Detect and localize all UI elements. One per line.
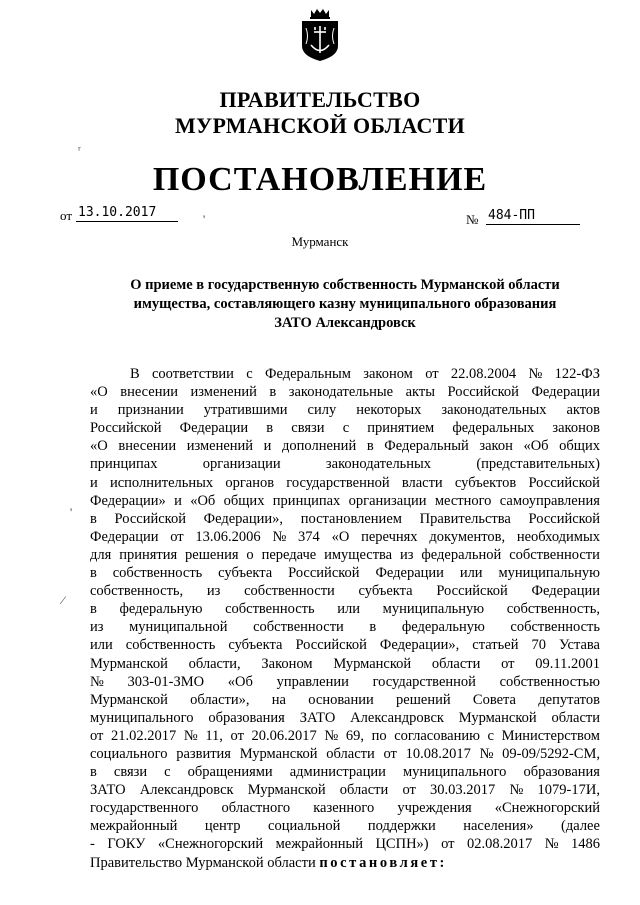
body-word: о [246, 546, 254, 563]
body-word: дополнений [282, 438, 357, 455]
body-word: в [366, 438, 374, 455]
body-word: области [339, 782, 389, 799]
body-word: № [528, 366, 543, 382]
subject-line: О приеме в государственную собственность Мурманской области [130, 277, 560, 293]
body-line [90, 546, 600, 564]
body-word: федеральных [452, 420, 535, 437]
scan-mark: ' [70, 505, 73, 519]
body-word: Устава [558, 637, 600, 654]
body-line [90, 781, 600, 799]
document-date: 13.10.2017 [76, 205, 178, 222]
body-line [90, 582, 600, 600]
body-word: Мурманской [90, 655, 168, 672]
body-word: власти [401, 474, 443, 491]
body-word: перечнях [361, 528, 418, 545]
body-word: Мурманской [247, 782, 326, 799]
body-word: Федерации [179, 420, 249, 437]
body-word: 21.02.2017 [111, 727, 177, 744]
body-word: «О [90, 438, 108, 455]
body-word: в [269, 384, 277, 401]
body-word: утратившими [203, 402, 288, 419]
body-word: 13.06.2006 [195, 528, 261, 545]
body-word: в [369, 619, 377, 636]
body-word: документов, [429, 528, 506, 545]
body-word: решения [185, 546, 239, 563]
body-word: собственности [244, 583, 335, 600]
body-word: в [90, 601, 97, 618]
subject-line: имущества, составляющего казну муниципального образования [133, 296, 557, 312]
body-word: области [326, 745, 375, 762]
body-word: силу [307, 402, 337, 419]
body-word: «Снежногорский [157, 836, 264, 853]
body-word: в [90, 510, 97, 527]
body-word: Федерации [531, 384, 600, 401]
body-word: межрайонный [90, 818, 178, 835]
body-word: образования [208, 709, 285, 726]
org-name-line2: МУРМАНСКОЙ ОБЛАСТИ [174, 113, 466, 138]
body-word: Законом [261, 655, 313, 672]
body-word: законов [552, 420, 600, 437]
body-word: Федерации [531, 583, 600, 600]
body-word: социального [90, 745, 168, 762]
body-word: Александровск [350, 709, 444, 726]
body-word: Федерации [375, 565, 444, 582]
body-word: по [371, 727, 387, 744]
body-word: общих [559, 438, 600, 455]
body-word: муниципального [402, 764, 507, 781]
body-word: статьей [472, 637, 519, 654]
body-word: организации [348, 492, 427, 509]
body-word: (представительных) [476, 456, 600, 473]
body-word: «О [331, 528, 350, 545]
body-word: или [90, 637, 113, 654]
body-word: области», [190, 691, 250, 708]
document-body [90, 365, 600, 872]
body-word: муниципального [90, 709, 194, 726]
body-word: № [544, 836, 559, 853]
body-line [90, 636, 600, 654]
body-word: постановлением [300, 510, 402, 527]
body-word: Российской [528, 510, 600, 527]
body-word: депутатов [538, 691, 600, 708]
body-line [90, 655, 600, 673]
body-line [90, 492, 600, 510]
decree-word: постановляет: [319, 854, 447, 871]
body-word: муниципальную [382, 601, 485, 618]
body-word: администрации [289, 764, 386, 781]
body-word: области [431, 655, 481, 672]
body-word: из [206, 583, 221, 600]
body-word: «Об [227, 673, 253, 690]
body-word: учреждения [397, 800, 472, 817]
body-word: Российской [447, 384, 519, 401]
body-word: «Об [190, 492, 216, 509]
body-word: 10.08.2017 [405, 745, 471, 762]
body-word: принятия [119, 546, 178, 563]
subject-line: ЗАТО Александровск [274, 315, 416, 331]
body-word: - [90, 836, 95, 853]
body-line [90, 799, 600, 817]
body-word: 303-01-ЗМО [127, 673, 205, 690]
body-word: ЗАТО [90, 782, 126, 799]
body-word: государственного [90, 800, 199, 817]
body-word: области, [188, 655, 241, 672]
body-word: муниципальной [129, 619, 228, 636]
body-word: и [174, 492, 182, 509]
body-word: признании [117, 402, 184, 419]
document-number: 484-ПП [486, 208, 580, 225]
body-word: собственность, [506, 601, 600, 618]
body-word: Федерации», [379, 637, 460, 654]
body-word: ЗАТО [299, 709, 336, 726]
body-word: № [183, 727, 198, 744]
body-word: 122-ФЗ [554, 366, 600, 382]
body-word: имущества [324, 546, 393, 563]
body-word: для [90, 546, 112, 563]
body-word: В [130, 366, 140, 382]
body-word: в [90, 764, 97, 781]
body-word: субъекта [358, 583, 413, 600]
body-line [90, 600, 600, 618]
body-word: казенного [313, 800, 375, 817]
body-word: № [324, 727, 339, 744]
body-word: и [90, 474, 98, 491]
body-word: Федерации [90, 528, 159, 545]
body-word: акты [405, 384, 435, 401]
body-word: федеральную [401, 619, 485, 636]
body-word: «Снежногорский [494, 800, 600, 817]
body-word: из [90, 619, 104, 636]
body-word: исполнительных [109, 474, 214, 491]
body-word: в [266, 420, 274, 437]
body-word: на [271, 691, 286, 708]
body-word: собственность [112, 565, 203, 582]
body-word: 374 [298, 528, 320, 545]
body-word: ЦСПН») [375, 836, 429, 853]
body-line [90, 691, 600, 709]
body-word: и [90, 402, 98, 419]
body-word: муниципальную [498, 565, 600, 582]
body-word: из [400, 546, 414, 563]
body-line [90, 510, 600, 528]
body-word: Российской [436, 583, 508, 600]
body-word: связи [113, 764, 148, 781]
body-word: самоуправления [499, 492, 600, 509]
body-line [90, 437, 600, 455]
body-word: ГОКУ [107, 836, 146, 853]
body-word: законодательных [441, 402, 547, 419]
body-line [90, 474, 600, 492]
body-word: 20.06.2017 [251, 727, 317, 744]
body-word: 1486 [571, 836, 600, 853]
body-word: 70 [531, 637, 546, 654]
scan-mark: ʳ [78, 143, 81, 157]
body-word: от [170, 528, 184, 545]
city-name: Мурманск [291, 234, 349, 249]
body-line [90, 401, 600, 419]
body-word: от [501, 655, 515, 672]
number-prefix: № [466, 212, 479, 227]
body-word: субъекта [218, 565, 273, 582]
body-word: Российской [295, 637, 367, 654]
body-word: 02.08.2017 [466, 836, 533, 853]
body-word: согласованию [394, 727, 480, 744]
body-word: государственной [372, 673, 476, 690]
body-word: 69, [345, 727, 364, 744]
body-word: Мурманской [458, 709, 537, 726]
body-word: принципах [272, 492, 341, 509]
body-line [90, 727, 600, 745]
body-word: от [90, 727, 104, 744]
body-word: развития [176, 745, 231, 762]
body-word: Министерством [501, 727, 600, 744]
body-word: Мурманской [333, 655, 412, 672]
body-line [90, 455, 600, 473]
body-word: Федерации», [203, 510, 284, 527]
body-word: (далее [561, 818, 600, 835]
date-prefix: от [60, 208, 73, 223]
body-word: 09.11.2001 [535, 655, 600, 672]
body-word: местного [434, 492, 492, 509]
body-word: поддержки [367, 818, 436, 835]
body-word: от [402, 782, 416, 799]
body-line [90, 835, 600, 853]
body-word: закон [479, 438, 513, 455]
body-word: или [337, 601, 361, 618]
body-line [90, 673, 600, 691]
body-word: Российской [90, 420, 162, 437]
body-word: субъекта [228, 637, 283, 654]
body-word: решений [396, 691, 451, 708]
body-word: общих [223, 492, 265, 509]
body-word: органов [225, 474, 275, 491]
body-word: центр [204, 818, 241, 835]
body-word: Правительства [419, 510, 511, 527]
coat-of-arms-icon [298, 6, 342, 62]
body-word: законодательных [325, 456, 432, 473]
body-word: собственность, [90, 583, 184, 600]
body-word: Федерации» [90, 492, 166, 509]
body-word: субъектов [454, 474, 517, 491]
scan-mark: ⁄ [62, 593, 65, 607]
body-word: управлении [276, 673, 349, 690]
body-line [90, 745, 600, 763]
body-word: с [342, 420, 350, 437]
body-word: областного [221, 800, 291, 817]
body-word: межрайонный [275, 836, 363, 853]
body-word: законодательные [288, 384, 394, 401]
body-word: 09-09/5292-СМ, [502, 745, 600, 762]
body-line [90, 528, 600, 546]
body-word: законом [363, 366, 413, 382]
body-word: государственной [286, 474, 390, 491]
body-word: от [230, 727, 244, 744]
body-word: с [164, 764, 171, 781]
body-word: в [90, 565, 97, 582]
body-word: 11, [205, 727, 223, 744]
body-word: Мурманской [239, 745, 318, 762]
body-word: изменений [186, 438, 254, 455]
body-line [90, 564, 600, 582]
body-line [90, 817, 600, 835]
body-word: Мурманской [90, 691, 168, 708]
body-word: 1079-17И, [537, 782, 600, 799]
body-word: собственность [510, 619, 600, 636]
body-word: собственность [125, 637, 216, 654]
body-word: населения» [463, 818, 534, 835]
body-word: и [263, 438, 272, 455]
body-word: изменений [190, 384, 257, 401]
body-final-line [90, 854, 600, 872]
body-line [90, 419, 600, 437]
body-word: обращениями [187, 764, 273, 781]
body-word: организации [202, 456, 281, 473]
body-line [90, 383, 600, 401]
body-word: «О [90, 384, 108, 401]
body-word: от [383, 745, 397, 762]
body-word: Совета [472, 691, 516, 708]
body-line [90, 709, 600, 727]
body-word: передаче [261, 546, 317, 563]
body-word: с [487, 727, 494, 744]
body-word: связи [291, 420, 325, 437]
body-word: «Об [523, 438, 549, 455]
body-word: внесении [120, 384, 178, 401]
body-word: 22.08.2004 [450, 366, 517, 382]
body-word: образования [523, 764, 600, 781]
body-word: федеральную [119, 601, 203, 618]
body-word: Российской [114, 510, 186, 527]
org-name-line1: ПРАВИТЕЛЬСТВО [219, 87, 421, 112]
body-word: 30.03.2017 [430, 782, 496, 799]
body-word: основании [308, 691, 374, 708]
body-word: № [272, 528, 287, 545]
body-word: № [509, 782, 524, 799]
body-word: Российской [528, 474, 600, 491]
body-word: или [459, 565, 483, 582]
body-word: принятием [367, 420, 435, 437]
document-subject [100, 276, 590, 333]
body-word: Федеральный [384, 438, 469, 455]
body-word: от [425, 366, 439, 382]
body-word: принципах [90, 456, 158, 473]
body-word: федеральной [421, 546, 502, 563]
body-word: Российской [288, 565, 360, 582]
body-word: области [551, 709, 600, 726]
document-type-title: ПОСТАНОВЛЕНИЕ [152, 161, 488, 198]
body-word: некоторых [356, 402, 422, 419]
body-word: от [441, 836, 455, 853]
body-word: Федеральным [265, 366, 351, 382]
body-word: социальной [268, 818, 341, 835]
body-word: актов [566, 402, 600, 419]
body-word: собственностью [499, 673, 600, 690]
body-word: соответствии [152, 366, 234, 382]
body-line [90, 365, 600, 383]
body-word: собственность [225, 601, 315, 618]
body-word: внесении [118, 438, 177, 455]
final-line-text: Правительство Мурманской области [90, 854, 316, 871]
body-word: собственности [253, 619, 344, 636]
scan-mark: ' [203, 212, 206, 226]
body-word: № [90, 673, 104, 690]
body-line [90, 618, 600, 636]
body-word: собственности [509, 546, 600, 563]
body-word: Александровск [139, 782, 234, 799]
body-word: с [246, 366, 253, 382]
body-word: необходимых [516, 528, 600, 545]
body-word: № [479, 745, 494, 762]
body-line [90, 763, 600, 781]
